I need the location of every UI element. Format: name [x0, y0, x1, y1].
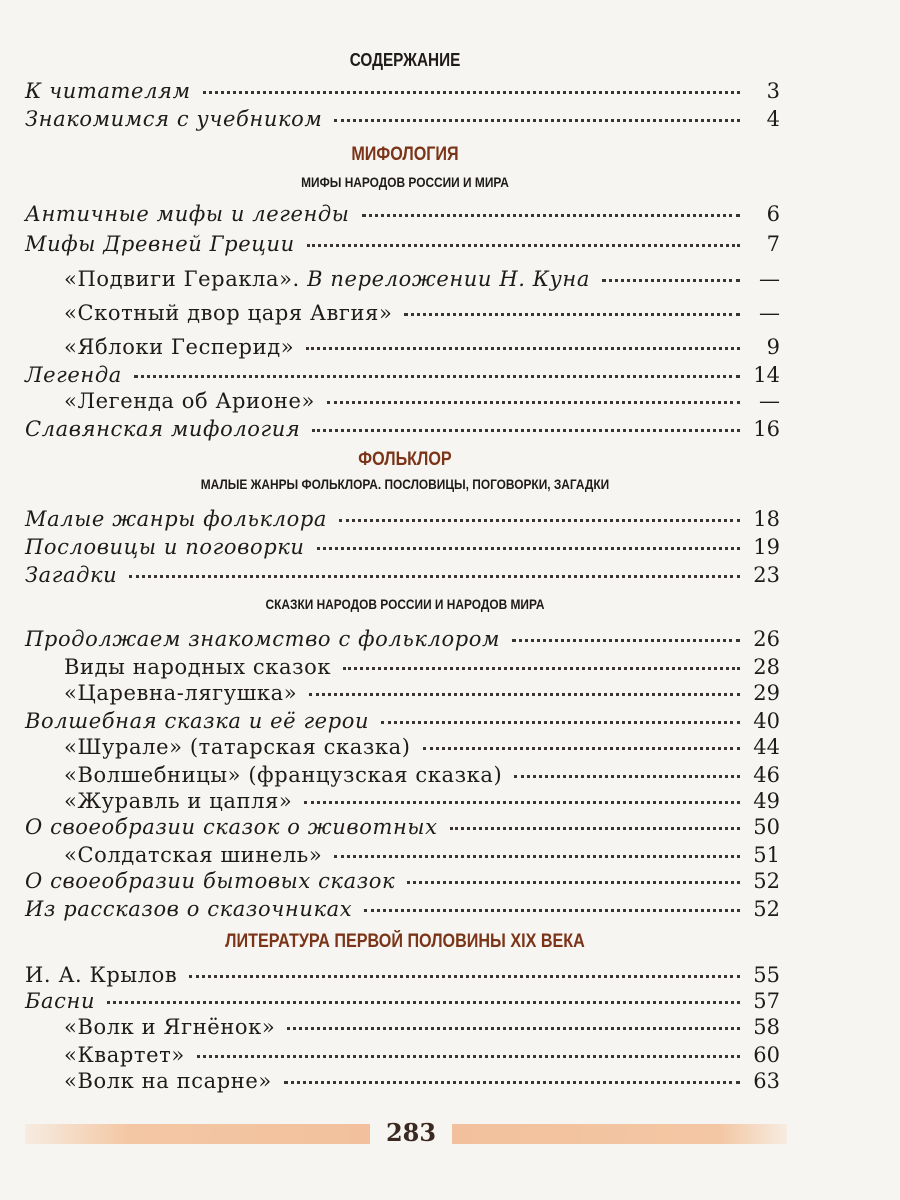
toc-entry-title [64, 1068, 272, 1094]
toc-entry-page: 19 [753, 535, 780, 559]
toc-entry [64, 300, 780, 326]
toc-entry [64, 1042, 780, 1068]
toc-entry-text: Пословицы и поговорки [25, 535, 305, 559]
toc-entry-text: Знакомимся с учебником [25, 107, 323, 131]
toc-entry-title [64, 300, 392, 326]
toc-entry-text: «Волк и Ягнёнок» [64, 1015, 276, 1039]
toc-entry-text: Продолжаем знакомство с фольклором [25, 627, 501, 651]
toc-entry-text: Волшебная сказка и её герои [25, 709, 370, 733]
toc-entry [64, 334, 780, 360]
dot-leader [189, 975, 740, 978]
dot-leader [307, 244, 740, 247]
toc-entry-page: 26 [753, 627, 780, 651]
dot-leader [450, 827, 740, 830]
dot-leader [309, 693, 740, 696]
toc-entry [25, 562, 780, 588]
toc-entry-title [25, 708, 369, 734]
dot-leader [304, 801, 740, 804]
toc-entry-page: — [759, 267, 780, 291]
toc-entry-text: Басни [25, 989, 96, 1013]
toc-entry-text: И. А. Крылов [25, 963, 178, 987]
toc-entry [25, 988, 780, 1014]
dot-leader [203, 91, 740, 94]
subsection-heading: СКАЗКИ НАРОДОВ РОССИИ И НАРОДОВ МИРА [265, 596, 545, 612]
toc-entry-title [64, 388, 315, 414]
toc-entry-title [25, 814, 438, 840]
dot-leader [197, 1055, 740, 1058]
dot-leader [339, 519, 740, 522]
toc-entry-text: О своеобразии бытовых сказок [25, 869, 396, 893]
toc-entry-text: «Солдатская шинель» [64, 843, 323, 867]
dot-leader [407, 881, 740, 884]
toc-entry-text: «Подвиги Геракла». [64, 267, 300, 291]
toc-entry-text: «Журавль и цапля» [64, 789, 293, 813]
toc-entry [64, 762, 780, 788]
toc-entry [25, 231, 780, 257]
toc-entry-title [25, 626, 500, 652]
toc-entry-page: 6 [766, 202, 780, 226]
toc-entry-text: Загадки [25, 563, 118, 587]
toc-entry [25, 78, 780, 104]
toc-entry [64, 1068, 780, 1094]
toc-entry-page: 52 [753, 869, 780, 893]
section-heading: ЛИТЕРАТУРА ПЕРВОЙ ПОЛОВИНЫ XIX ВЕКА [225, 931, 585, 952]
toc-entry-page: 3 [766, 79, 780, 103]
toc-entry [25, 416, 780, 442]
toc-entry-title [25, 362, 122, 388]
subsection-heading: МИФЫ НАРОДОВ РОССИИ И МИРА [301, 174, 509, 190]
toc-entry-title [25, 201, 350, 227]
toc-entry-title [25, 78, 191, 104]
dot-leader [364, 909, 740, 912]
toc-entry-page: 44 [753, 735, 780, 759]
toc-entry-title [64, 734, 411, 760]
section-heading: ФОЛЬКЛОР [358, 449, 452, 470]
toc-entry-text: «Волк на псарне» [64, 1069, 272, 1093]
toc-entry-page: 23 [753, 563, 780, 587]
toc-entry-text: Из рассказов о сказочниках [25, 897, 353, 921]
toc-entry-title [64, 1042, 185, 1068]
toc-entry-title [25, 506, 327, 532]
toc-entry-page: 49 [753, 789, 780, 813]
toc-entry-page: 46 [753, 763, 780, 787]
toc-entry-title [25, 896, 352, 922]
toc-entry-text: Малые жанры фольклора [25, 507, 328, 531]
toc-entry-text: «Яблоки Гесперид» [64, 335, 295, 359]
toc-entry-text: «Легенда об Арионе» [64, 389, 315, 413]
dot-leader [334, 855, 740, 858]
toc-entry-text: Виды народных сказок [64, 655, 332, 679]
dot-leader [381, 721, 740, 724]
toc-entry-title [25, 231, 295, 257]
toc-entry-title [25, 868, 395, 894]
toc-entry-text: «Волшебницы» (французская сказка) [64, 763, 503, 787]
toc-entry [64, 266, 780, 292]
toc-entry [25, 868, 780, 894]
toc-entry [25, 896, 780, 922]
dot-leader [284, 1081, 740, 1084]
toc-entry-page: — [759, 389, 780, 413]
dot-leader [129, 575, 740, 578]
dot-leader [327, 401, 740, 404]
toc-entry [64, 1014, 780, 1040]
toc-entry [64, 842, 780, 868]
toc-entry-text: О своеобразии сказок о животных [25, 815, 438, 839]
dot-leader [514, 775, 740, 778]
toc-entry [25, 814, 780, 840]
toc-entry [64, 734, 780, 760]
dot-leader [317, 547, 740, 550]
dot-leader [107, 1001, 740, 1004]
toc-entry-text: Мифы Древней Греции [25, 232, 295, 256]
toc-entry-text: Античные мифы и легенды [25, 202, 350, 226]
toc-entry-page: 18 [753, 507, 780, 531]
toc-entry-title [64, 334, 294, 360]
toc-entry-title [25, 962, 177, 988]
toc-entry-page: 29 [753, 681, 780, 705]
toc-entry-page: 40 [753, 709, 780, 733]
dot-leader [404, 313, 740, 316]
dot-leader [512, 639, 740, 642]
footer-decorative-bar-right [452, 1124, 787, 1144]
toc-entry-title [25, 988, 95, 1014]
toc-entry-page: 57 [753, 989, 780, 1013]
toc-entry-page: 51 [753, 843, 780, 867]
toc-entry-text: Легенда [25, 363, 122, 387]
toc-entry-title [64, 1014, 275, 1040]
toc-entry-title [25, 562, 117, 588]
dot-leader [423, 747, 740, 750]
dot-leader [343, 667, 740, 670]
toc-entry [25, 506, 780, 532]
toc-entry [25, 201, 780, 227]
toc-entry-title [25, 416, 300, 442]
dot-leader [287, 1027, 740, 1030]
toc-entry-page: 16 [753, 417, 780, 441]
dot-leader [602, 279, 740, 282]
toc-entry-text: К читателям [25, 79, 191, 103]
toc-entry [25, 534, 780, 560]
toc-entry-page: 28 [753, 655, 780, 679]
toc-entry-text: «Квартет» [64, 1043, 185, 1067]
section-heading: МИФОЛОГИЯ [351, 144, 459, 165]
dot-leader [134, 375, 740, 378]
toc-entry-page: 50 [753, 815, 780, 839]
toc-entry-page: 55 [753, 963, 780, 987]
toc-entry-title [25, 106, 322, 132]
toc-entry-page: 63 [753, 1069, 780, 1093]
toc-entry-page: 58 [753, 1015, 780, 1039]
toc-entry [25, 362, 780, 388]
toc-entry [25, 626, 780, 652]
toc-entry-text: «Шурале» (татарская сказка) [64, 735, 411, 759]
toc-entry [25, 708, 780, 734]
toc-entry-page: 4 [766, 107, 780, 131]
contents-title: СОДЕРЖАНИЕ [349, 50, 461, 70]
toc-entry-page: 7 [766, 232, 780, 256]
toc-entry-title [64, 788, 292, 814]
toc-entry-title [64, 654, 331, 680]
footer-decorative-bar-left [25, 1124, 370, 1144]
toc-entry-text: «Царевна-лягушка» [64, 681, 298, 705]
toc-entry [64, 788, 780, 814]
toc-entry-page: 9 [766, 335, 780, 359]
toc-entry [64, 388, 780, 414]
page-number: 283 [385, 1118, 437, 1147]
toc-entry [25, 962, 780, 988]
toc-entry-title [25, 534, 305, 560]
toc-entry-note: В переложении Н. Куна [299, 267, 590, 291]
dot-leader [334, 119, 740, 122]
dot-leader [306, 347, 740, 350]
toc-entry [25, 106, 780, 132]
toc-entry-text: «Скотный двор царя Авгия» [64, 301, 393, 325]
toc-entry-title [64, 842, 322, 868]
toc-entry-title [64, 680, 297, 706]
toc-entry-page: — [759, 301, 780, 325]
toc-entry-title [64, 762, 502, 788]
subsection-heading: МАЛЫЕ ЖАНРЫ ФОЛЬКЛОРА. ПОСЛОВИЦЫ, ПОГОВОРКИ, ЗАГАДКИ [200, 476, 610, 492]
toc-entry-page: 52 [753, 897, 780, 921]
toc-entry-page: 14 [753, 363, 780, 387]
toc-entry-title [64, 266, 590, 292]
toc-entry [64, 680, 780, 706]
toc-entry [64, 654, 780, 680]
dot-leader [362, 214, 740, 217]
toc-entry-page: 60 [753, 1043, 780, 1067]
toc-entry-text: Славянская мифология [25, 417, 301, 441]
dot-leader [312, 429, 740, 432]
